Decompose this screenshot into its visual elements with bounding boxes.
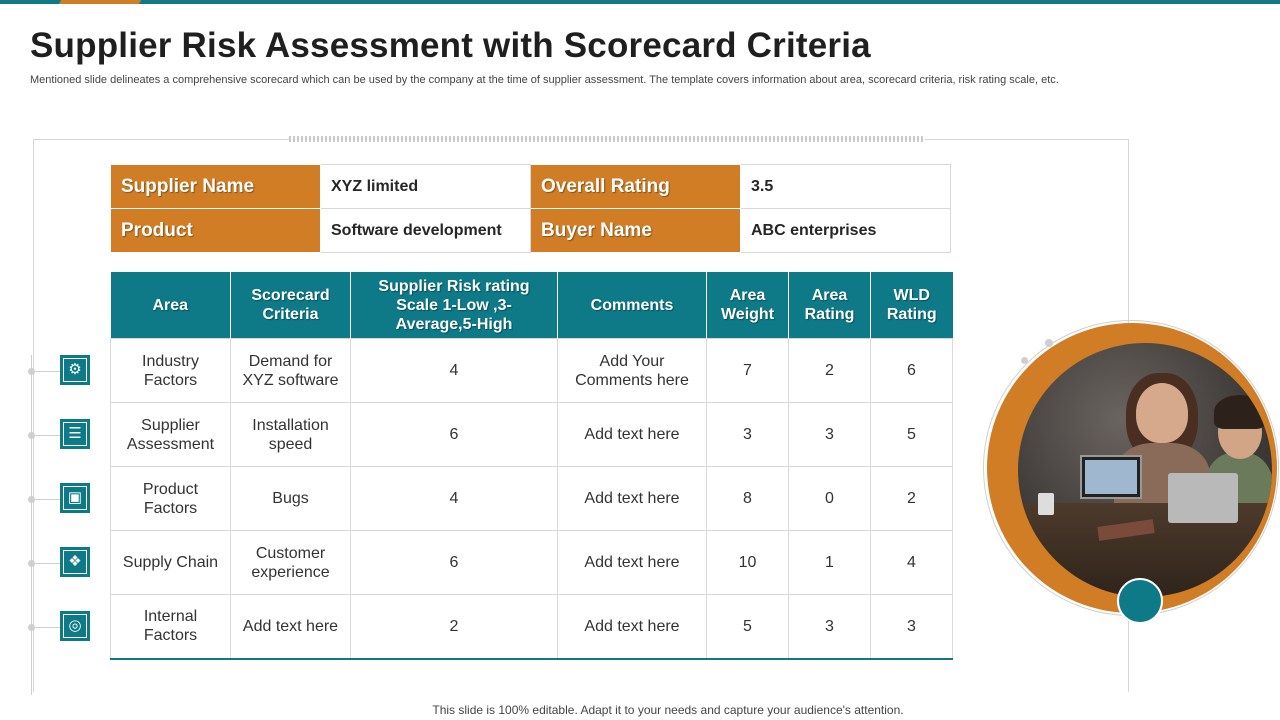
- header-comments: Comments: [558, 272, 707, 339]
- overall-rating-label: Overall Rating: [531, 165, 741, 209]
- timeline-dot: [28, 496, 35, 503]
- supply-chain-icon: ❖: [60, 547, 90, 577]
- timeline-dot: [28, 624, 35, 631]
- internal-icon: ◎: [60, 611, 90, 641]
- teal-accent-dot: [1117, 578, 1163, 624]
- header-area-rating: Area Rating: [789, 272, 871, 339]
- cell-risk-rating: 4: [351, 339, 558, 403]
- cell-area: Industry Factors: [111, 339, 231, 403]
- person-face: [1136, 383, 1188, 443]
- footer-note: This slide is 100% editable. Adapt it to your needs and capture your audience's attention.: [432, 703, 904, 717]
- product-label: Product: [111, 209, 321, 253]
- timeline-dot: [28, 432, 35, 439]
- table-row: [111, 531, 953, 595]
- product-icon: ▣: [60, 483, 90, 513]
- cell-risk-rating: 2: [351, 595, 558, 659]
- overall-rating-value: 3.5: [741, 165, 951, 209]
- table-row: [111, 595, 953, 659]
- buyer-name-label: Buyer Name: [531, 209, 741, 253]
- timeline-connector: [35, 627, 60, 628]
- cell-area-weight: 5: [707, 595, 789, 659]
- product-value: Software development: [321, 209, 531, 253]
- cell-area-weight: 7: [707, 339, 789, 403]
- cell-risk-rating: 6: [351, 531, 558, 595]
- icon-row-internal: [28, 611, 92, 643]
- icon-row-industry: [28, 355, 92, 387]
- cell-comments: Add text here: [558, 531, 707, 595]
- header-area: Area: [111, 272, 231, 339]
- cell-criteria: Installation speed: [231, 403, 351, 467]
- cell-criteria: Bugs: [231, 467, 351, 531]
- cell-wld-rating: 5: [871, 403, 953, 467]
- industry-icon: ⚙: [60, 355, 90, 385]
- timeline-connector: [35, 435, 60, 436]
- header-area-weight: Area Weight: [707, 272, 789, 339]
- table-header-row: [111, 272, 953, 339]
- cell-risk-rating: 6: [351, 403, 558, 467]
- buyer-name-value: ABC enterprises: [741, 209, 951, 253]
- timeline-connector: [35, 563, 60, 564]
- table-row: [111, 339, 953, 403]
- timeline-dot: [28, 368, 35, 375]
- cell-criteria: Customer experience: [231, 531, 351, 595]
- cell-area: Product Factors: [111, 467, 231, 531]
- header-wld-rating: WLD Rating: [871, 272, 953, 339]
- scorecard-table: [110, 272, 953, 660]
- timeline-connector: [35, 371, 60, 372]
- team-photo: [1018, 343, 1272, 597]
- cell-criteria: Demand for XYZ software: [231, 339, 351, 403]
- timeline-connector: [35, 499, 60, 500]
- cell-comments: Add text here: [558, 403, 707, 467]
- icon-row-product: [28, 483, 92, 515]
- cell-comments: Add text here: [558, 595, 707, 659]
- assessment-icon: ☰: [60, 419, 90, 449]
- cell-area-rating: 3: [789, 595, 871, 659]
- page-title: Supplier Risk Assessment with Scorecard Criteria: [30, 26, 871, 65]
- supplier-info-table: [110, 164, 951, 253]
- table-row: [111, 403, 953, 467]
- cell-area: Internal Factors: [111, 595, 231, 659]
- cell-risk-rating: 4: [351, 467, 558, 531]
- cell-comments: Add text here: [558, 467, 707, 531]
- laptop-screen: [1085, 460, 1137, 494]
- cell-area: Supplier Assessment: [111, 403, 231, 467]
- cell-comments: Add Your Comments here: [558, 339, 707, 403]
- top-bar: [0, 0, 1280, 4]
- supplier-name-label: Supplier Name: [111, 165, 321, 209]
- cell-area-rating: 3: [789, 403, 871, 467]
- mug: [1038, 493, 1054, 515]
- decorative-dot: [1021, 357, 1028, 364]
- person-hair: [1214, 395, 1266, 429]
- table-row: [111, 467, 953, 531]
- decorative-dot: [1045, 339, 1053, 347]
- cell-criteria: Add text here: [231, 595, 351, 659]
- header-scorecard-criteria: Scorecard Criteria: [231, 272, 351, 339]
- icon-row-supplier: [28, 419, 92, 451]
- cell-area-weight: 3: [707, 403, 789, 467]
- cell-area-weight: 10: [707, 531, 789, 595]
- page-subtitle: Mentioned slide delineates a comprehensive scorecard which can be used by the company at the time of supplier assessment. The template covers information about area, scorecard criteria, risk rating scale, etc.: [30, 74, 1059, 86]
- cell-area-rating: 1: [789, 531, 871, 595]
- cell-wld-rating: 2: [871, 467, 953, 531]
- header-risk-rating-scale: Supplier Risk rating Scale 1-Low ,3-Average,5-High: [351, 272, 558, 339]
- cell-area-weight: 8: [707, 467, 789, 531]
- laptop: [1080, 455, 1142, 499]
- laptop: [1168, 473, 1238, 523]
- cell-area: Supply Chain: [111, 531, 231, 595]
- cell-wld-rating: 4: [871, 531, 953, 595]
- cell-area-rating: 2: [789, 339, 871, 403]
- cell-wld-rating: 3: [871, 595, 953, 659]
- cell-area-rating: 0: [789, 467, 871, 531]
- icon-row-supply-chain: [28, 547, 92, 579]
- timeline-dot: [28, 560, 35, 567]
- cell-wld-rating: 6: [871, 339, 953, 403]
- icon-timeline-line: [31, 355, 32, 695]
- supplier-name-value: XYZ limited: [321, 165, 531, 209]
- top-bar-accent: [59, 0, 141, 4]
- frame-hatch-decoration: [289, 136, 925, 142]
